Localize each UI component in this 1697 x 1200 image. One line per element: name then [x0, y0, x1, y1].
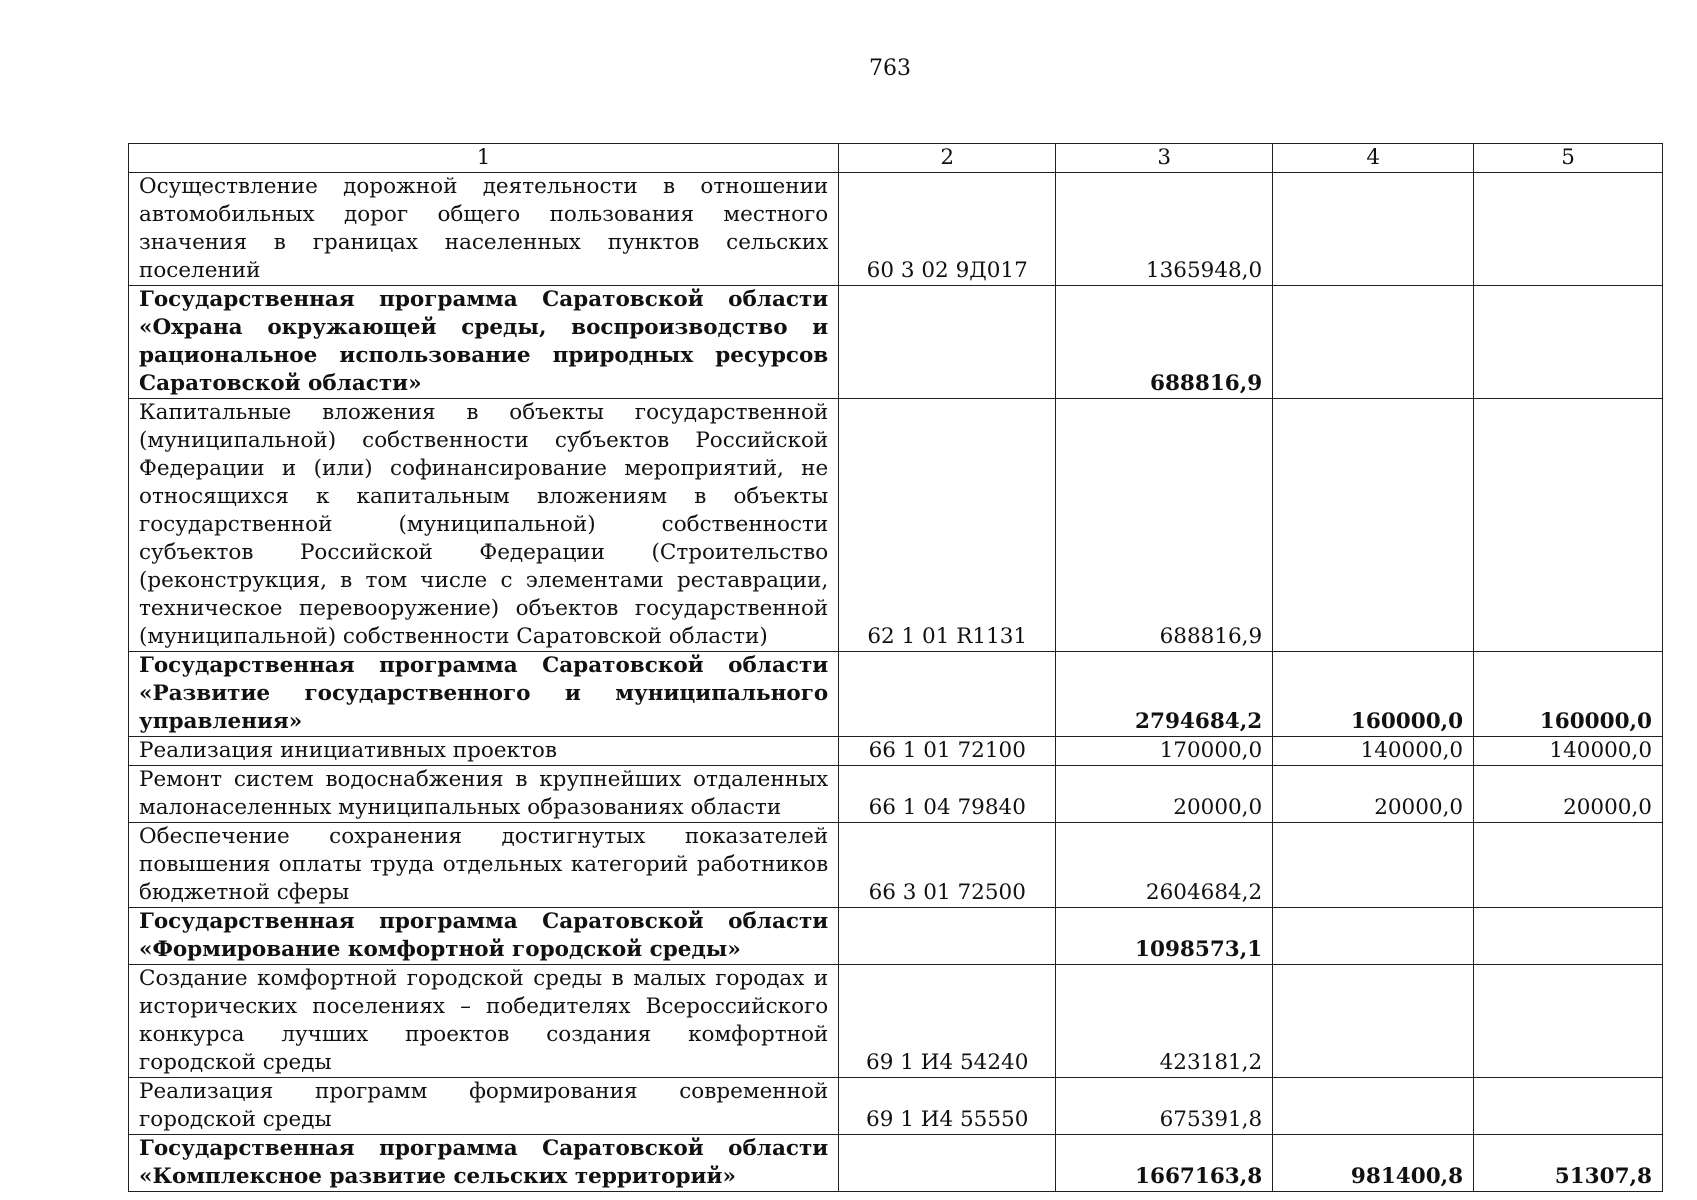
row-code-cell: 60 3 02 9Д017 [839, 173, 1056, 286]
row-name-cell: Капитальные вложения в объекты государственной (муниципальной) собственности субъектов Российской Федерации и (или) софинансирование мероприятий, не относящихся к капитальным вложениям в объекты государственной (муниципальной) собственности субъектов Российской Федерации (Строительство (реконструкция, в том числе с элементами реставрации, техническое перевооружение) объектов государственной (муниципальной) собственности Саратовской области) [129, 399, 839, 652]
row-amount-col4-cell [1273, 399, 1474, 652]
table-row [129, 965, 1663, 1078]
row-code-cell: 66 1 04 79840 [839, 766, 1056, 823]
row-code-cell: 69 1 И4 55550 [839, 1078, 1056, 1135]
table-row [129, 173, 1663, 286]
row-amount-col3-cell: 1098573,1 [1056, 908, 1273, 965]
row-amount-col3-cell: 675391,8 [1056, 1078, 1273, 1135]
table-row [129, 823, 1663, 908]
row-name-cell: Реализация программ формирования современной городской среды [129, 1078, 839, 1135]
row-amount-col5-cell [1474, 286, 1663, 399]
row-amount-col3-cell: 2604684,2 [1056, 823, 1273, 908]
table-row [129, 652, 1663, 737]
column-number-header: 4 [1273, 144, 1474, 173]
table-row [129, 1078, 1663, 1135]
row-amount-col3-cell: 688816,9 [1056, 286, 1273, 399]
row-name-cell: Государственная программа Саратовской области «Развитие государственного и муниципального управления» [129, 652, 839, 737]
row-amount-col3-cell: 1365948,0 [1056, 173, 1273, 286]
row-amount-col4-cell [1273, 908, 1474, 965]
row-code-cell [839, 908, 1056, 965]
row-amount-col3-cell: 688816,9 [1056, 399, 1273, 652]
row-name-cell: Государственная программа Саратовской области «Формирование комфортной городской среды» [129, 908, 839, 965]
row-amount-col4-cell: 160000,0 [1273, 652, 1474, 737]
row-name-cell: Государственная программа Саратовской области «Комплексное развитие сельских территорий» [129, 1135, 839, 1192]
row-amount-col5-cell: 20000,0 [1474, 766, 1663, 823]
column-number-header: 5 [1474, 144, 1663, 173]
row-amount-col4-cell [1273, 965, 1474, 1078]
row-amount-col3-cell: 20000,0 [1056, 766, 1273, 823]
row-code-cell [839, 652, 1056, 737]
row-name-cell: Государственная программа Саратовской области «Охрана окружающей среды, воспроизводство и рациональное использование природных ресурсов Саратовской области» [129, 286, 839, 399]
table-row [129, 399, 1663, 652]
column-number-header: 2 [839, 144, 1056, 173]
column-number-row [129, 144, 1663, 173]
row-code-cell: 62 1 01 R1131 [839, 399, 1056, 652]
row-amount-col4-cell [1273, 286, 1474, 399]
table-row [129, 1135, 1663, 1192]
row-code-cell [839, 1135, 1056, 1192]
row-amount-col3-cell: 170000,0 [1056, 737, 1273, 766]
row-amount-col5-cell [1474, 399, 1663, 652]
row-code-cell: 66 1 01 72100 [839, 737, 1056, 766]
table-row [129, 286, 1663, 399]
column-number-header: 3 [1056, 144, 1273, 173]
row-code-cell: 66 3 01 72500 [839, 823, 1056, 908]
row-code-cell [839, 286, 1056, 399]
row-amount-col5-cell [1474, 823, 1663, 908]
row-amount-col5-cell [1474, 965, 1663, 1078]
table-row [129, 766, 1663, 823]
table-row [129, 908, 1663, 965]
page-number: 763 [869, 56, 911, 81]
table-row [129, 737, 1663, 766]
row-amount-col4-cell [1273, 173, 1474, 286]
column-number-header: 1 [129, 144, 839, 173]
row-name-cell: Ремонт систем водоснабжения в крупнейших отдаленных малонаселенных муниципальных образованиях области [129, 766, 839, 823]
row-amount-col5-cell [1474, 1078, 1663, 1135]
row-amount-col4-cell: 981400,8 [1273, 1135, 1474, 1192]
row-amount-col4-cell: 140000,0 [1273, 737, 1474, 766]
row-amount-col5-cell: 51307,8 [1474, 1135, 1663, 1192]
row-amount-col5-cell: 160000,0 [1474, 652, 1663, 737]
row-amount-col4-cell: 20000,0 [1273, 766, 1474, 823]
row-name-cell: Обеспечение сохранения достигнутых показателей повышения оплаты труда отдельных категорий работников бюджетной сферы [129, 823, 839, 908]
row-amount-col3-cell: 1667163,8 [1056, 1135, 1273, 1192]
budget-table [128, 143, 1663, 1192]
row-amount-col5-cell [1474, 173, 1663, 286]
row-amount-col5-cell [1474, 908, 1663, 965]
row-amount-col3-cell: 423181,2 [1056, 965, 1273, 1078]
row-name-cell: Реализация инициативных проектов [129, 737, 839, 766]
row-amount-col3-cell: 2794684,2 [1056, 652, 1273, 737]
row-name-cell: Осуществление дорожной деятельности в отношении автомобильных дорог общего пользования местного значения в границах населенных пунктов сельских поселений [129, 173, 839, 286]
row-amount-col4-cell [1273, 823, 1474, 908]
row-name-cell: Создание комфортной городской среды в малых городах и исторических поселениях – победителях Всероссийского конкурса лучших проектов создания комфортной городской среды [129, 965, 839, 1078]
row-amount-col4-cell [1273, 1078, 1474, 1135]
row-code-cell: 69 1 И4 54240 [839, 965, 1056, 1078]
row-amount-col5-cell: 140000,0 [1474, 737, 1663, 766]
